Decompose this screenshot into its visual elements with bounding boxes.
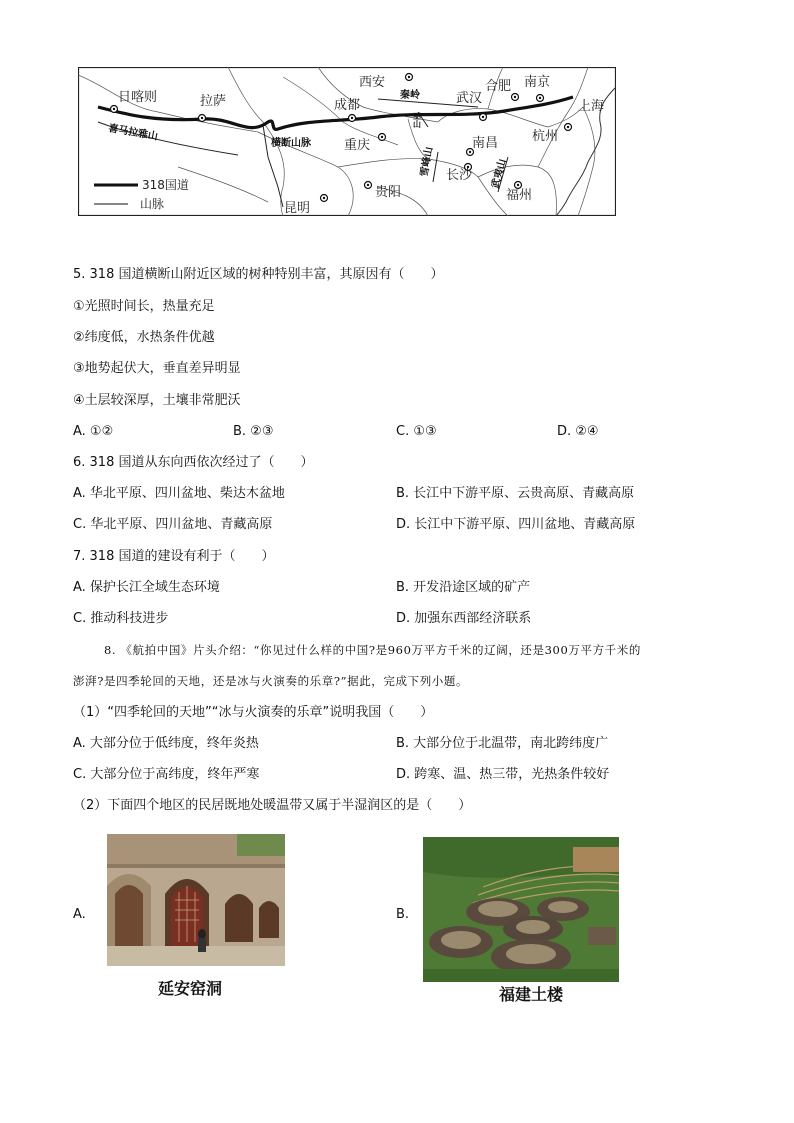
- q8-1-option-b[interactable]: B. 大部分位于北温带，南北跨纬度广: [396, 736, 609, 751]
- q6-option-b[interactable]: B. 长江中下游平原、云贵高原、青藏高原: [396, 486, 635, 501]
- yanan-cave-dwelling-photo: [107, 834, 285, 966]
- q8-intro-line2: 澎湃?是四季轮回的天地，还是冰与火演奏的乐章?”据此，完成下列小题。: [73, 674, 469, 688]
- q5-option-d[interactable]: D. ②④: [557, 424, 599, 439]
- map-city-label: 南京: [524, 75, 551, 90]
- q8-1-stem: （1）“四季轮回的天地”“冰与火演奏的乐章”说明我国（ ）: [73, 705, 434, 720]
- fujian-tulou-photo: [423, 837, 619, 982]
- q7-option-a[interactable]: A. 保护长江全域生态环境: [73, 580, 220, 595]
- q7-option-d[interactable]: D. 加强东西部经济联系: [396, 611, 532, 626]
- q5-item: ④土层较深厚，土壤非常肥沃: [73, 393, 241, 408]
- map-city-label: 合肥: [485, 79, 512, 94]
- q5-item: ②纬度低，水热条件优越: [73, 330, 215, 345]
- map-city-label: 上海: [578, 99, 605, 114]
- q8-1-option-a[interactable]: A. 大部分位于低纬度，终年炎热: [73, 736, 259, 751]
- q8-2-option-b-label[interactable]: B.: [396, 907, 410, 922]
- q6-stem: 6. 318 国道从东向西依次经过了（ ）: [73, 455, 314, 470]
- q6-option-c[interactable]: C. 华北平原、四川盆地、青藏高原: [73, 517, 273, 532]
- map-mountain-label: 武夷山: [490, 157, 509, 190]
- q7-option-b[interactable]: B. 开发沿途区域的矿产: [396, 580, 531, 595]
- map-city-label: 昆明: [284, 201, 311, 216]
- map-city-label: 日喀则: [118, 90, 158, 105]
- q7-stem: 7. 318 国道的建设有利于（ ）: [73, 549, 275, 564]
- caption-tulou: 福建土楼: [499, 985, 564, 1004]
- map-mountain-label: 秦岭: [400, 90, 420, 101]
- q5-option-c[interactable]: C. ①③: [396, 424, 437, 439]
- q8-intro-line1: 8. 《航拍中国》片头介绍：“你见过什么样的中国?是960万平方千米的辽阔，还是300万平方千米的: [104, 643, 641, 657]
- map-mountain-label: 横断山脉: [271, 138, 311, 149]
- route-318-map: [78, 67, 616, 216]
- map-mountain-label: 喜马拉雅山: [107, 123, 159, 143]
- map-city-label: 拉萨: [200, 94, 227, 109]
- q6-option-d[interactable]: D. 长江中下游平原、四川盆地、青藏高原: [396, 517, 636, 532]
- q5-stem: 5. 318 国道横断山附近区域的树种特别丰富，其原因有（ ）: [73, 267, 444, 282]
- map-mountain-label: 巫山: [412, 112, 422, 128]
- q5-option-b[interactable]: B. ②③: [233, 424, 274, 439]
- map-city-label: 南昌: [472, 136, 499, 151]
- legend-mountain-label: 山脉: [140, 197, 165, 211]
- map-city-label: 武汉: [456, 91, 483, 106]
- q6-option-a[interactable]: A. 华北平原、四川盆地、柴达木盆地: [73, 486, 285, 501]
- map-city-label: 重庆: [344, 138, 371, 153]
- q5-item: ①光照时间长，热量充足: [73, 299, 215, 314]
- map-city-label: 贵阳: [375, 185, 402, 200]
- caption-yanan: 延安窑洞: [158, 979, 223, 998]
- q7-option-c[interactable]: C. 推动科技进步: [73, 611, 169, 626]
- q5-option-a[interactable]: A. ①②: [73, 424, 114, 439]
- legend-road-label: 318国道: [142, 178, 189, 192]
- q8-1-option-d[interactable]: D. 跨寒、温、热三带，光热条件较好: [396, 767, 610, 782]
- q5-item: ③地势起伏大，垂直差异明显: [73, 361, 241, 376]
- map-city-label: 西安: [359, 75, 386, 90]
- map-city-label: 长沙: [446, 168, 473, 183]
- q8-2-stem: （2）下面四个地区的民居既地处暖温带又属于半湿润区的是（ ）: [73, 798, 472, 813]
- map-city-label: 福州: [506, 188, 533, 203]
- q8-2-option-a-label[interactable]: A.: [73, 907, 86, 922]
- map-city-label: 杭州: [532, 129, 559, 144]
- map-city-label: 成都: [334, 98, 361, 113]
- map-mountain-label: 雪峰山: [419, 146, 436, 178]
- q8-1-option-c[interactable]: C. 大部分位于高纬度，终年严寒: [73, 767, 260, 782]
